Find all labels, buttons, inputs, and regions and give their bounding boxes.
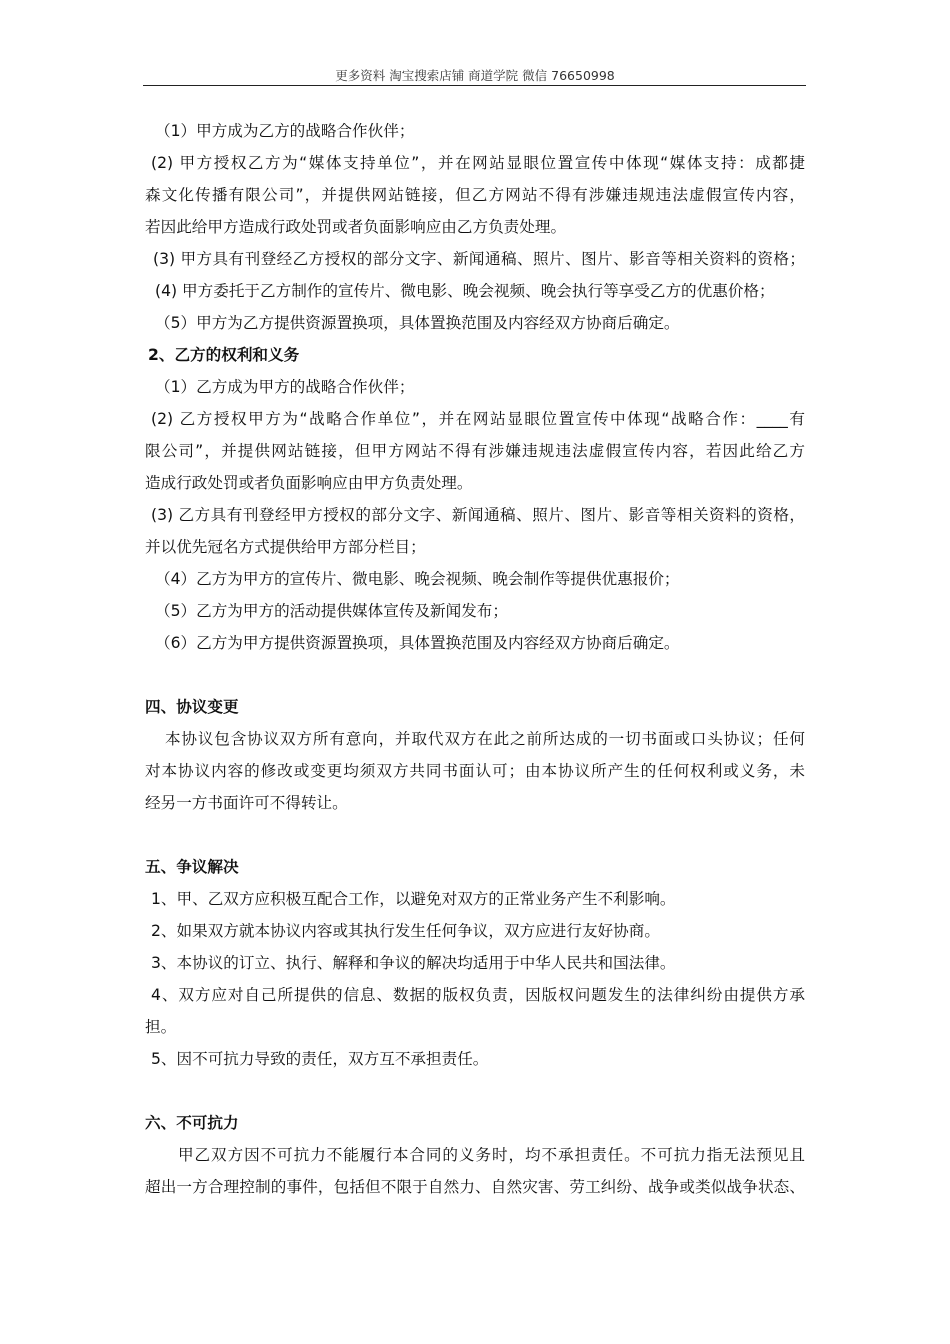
text-line: 限公司”，并提供网站链接，但甲方网站不得有涉嫌违规违法虚假宣传内容，若因此给乙方 (145, 442, 805, 460)
text-line: 3、本协议的订立、执行、解释和争议的解决均适用于中华人民共和国法律。 (151, 954, 676, 972)
text-line: （5）乙方为甲方的活动提供媒体宣传及新闻发布； (155, 602, 508, 620)
text-line: (3) 甲方具有刊登经乙方授权的部分文字、新闻通稿、照片、图片、影音等相关资料的资格； (153, 250, 805, 268)
section-heading: 四、协议变更 (145, 698, 239, 716)
text-line: 对本协议内容的修改或变更均须双方共同书面认可；由本协议所产生的任何权利或义务，未 (145, 762, 805, 780)
text-line: 经另一方书面许可不得转让。 (145, 794, 348, 812)
text-line: （1）乙方成为甲方的战略合作伙伴； (155, 378, 415, 396)
text-line: 超出一方合理控制的事件，包括但不限于自然力、自然灾害、劳工纠纷、战争或类似战争状态、 (145, 1178, 805, 1196)
text-line: 甲乙双方因不可抗力不能履行本合同的义务时，均不承担责任。不可抗力指无法预见且 (178, 1146, 805, 1164)
blank-line (145, 659, 805, 691)
section-heading: 五、争议解决 (145, 858, 239, 876)
text-line: 2、如果双方就本协议内容或其执行发生任何争议，双方应进行友好协商。 (151, 922, 660, 940)
blank-line (145, 819, 805, 851)
text-line: 若因此给甲方造成行政处罚或者负面影响应由乙方负责处理。 (145, 218, 567, 236)
text-line: 森文化传播有限公司”，并提供网站链接，但乙方网站不得有涉嫌违规违法虚假宣传内容， (145, 186, 805, 204)
text-line: (4) 甲方委托于乙方制作的宣传片、微电影、晚会视频、晚会执行等享受乙方的优惠价格； (155, 282, 775, 300)
text-line: （5）甲方为乙方提供资源置换项，具体置换范围及内容经双方协商后确定。 (155, 314, 680, 332)
section-heading: 2、乙方的权利和义务 (148, 346, 300, 364)
text-line: 并以优先冠名方式提供给甲方部分栏目； (145, 538, 426, 556)
text-line: (3) 乙方具有刊登经甲方授权的部分文字、新闻通稿、照片、图片、影音等相关资料的资格， (151, 506, 805, 524)
section-heading: 六、不可抗力 (145, 1114, 239, 1132)
text-line: 4、双方应对自己所提供的信息、数据的版权负责，因版权问题发生的法律纠纷由提供方承 (151, 986, 805, 1004)
text-line: (2) 乙方授权甲方为“战略合作单位”，并在网站显眼位置宣传中体现“战略合作：____有 (151, 410, 805, 428)
text-line: （1）甲方成为乙方的战略合作伙伴； (155, 122, 415, 140)
text-line: 5、因不可抗力导致的责任，双方互不承担责任。 (151, 1050, 489, 1068)
text-line: （6）乙方为甲方提供资源置换项，具体置换范围及内容经双方协商后确定。 (155, 634, 680, 652)
text-line: （4）乙方为甲方的宣传片、微电影、晚会视频、晚会制作等提供优惠报价； (155, 570, 680, 588)
page-header-text: 更多资料 淘宝搜索店铺 商道学院 微信 76650998 (335, 68, 615, 83)
text-line: 本协议包含协议双方所有意向，并取代双方在此之前所达成的一切书面或口头协议；任何 (165, 730, 805, 748)
document-body (145, 115, 805, 1203)
text-line: 造成行政处罚或者负面影响应由甲方负责处理。 (145, 474, 473, 492)
blank-line (145, 1075, 805, 1107)
text-line: (2) 甲方授权乙方为“媒体支持单位”，并在网站显眼位置宣传中体现“媒体支持：成都捷 (151, 154, 805, 172)
header-divider (143, 85, 806, 86)
text-line: 1、甲、乙双方应积极互配合工作，以避免对双方的正常业务产生不利影响。 (151, 890, 676, 908)
text-line: 担。 (145, 1018, 177, 1036)
